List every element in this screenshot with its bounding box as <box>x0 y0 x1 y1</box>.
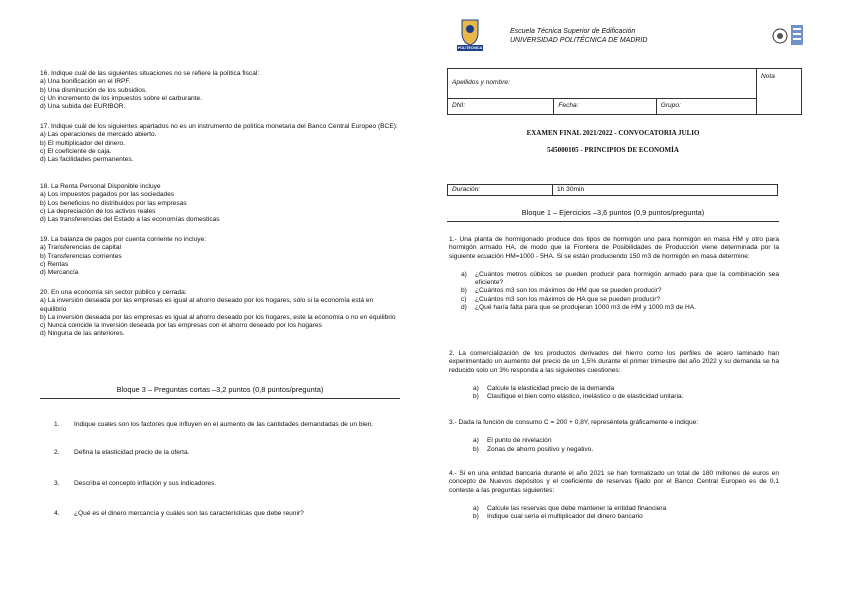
option[interactable]: d) Mercancía <box>40 269 79 277</box>
exercise-items <box>473 437 779 454</box>
etsem-logo <box>771 22 805 51</box>
item-text: El punto de nivelación <box>487 437 552 445</box>
option[interactable]: b) El multiplicador del dinero. <box>40 139 126 147</box>
item-letter: d) <box>461 304 467 312</box>
item-text: Calcule las reservas que debe mantener la entidad financiera <box>487 504 667 512</box>
dni-label: DNI: <box>452 102 466 110</box>
option[interactable]: d) Las facilidades permanentes. <box>40 156 134 164</box>
exercise-item <box>473 513 779 521</box>
exercise-2 <box>449 350 779 401</box>
item-letter: b) <box>461 287 467 295</box>
group-field[interactable] <box>656 99 756 115</box>
exercise-stem: 1.- Una planta de hormigonado produce dos tipos de hormigón uno para hormigón en masa HM y otro para hormigón armado HA, de modo que la Frontera de Posibilidades de Producción viene determinada por la siguiente ecuación HM=1000 - 5HA. Si se están produciendo 150 m3 de hormigón en masa determine: <box>449 236 779 260</box>
option[interactable]: c) El coeficiente de caja. <box>40 147 112 155</box>
exam-title: EXAMEN FINAL 2021/2022 - CONVOCATORIA JULIO <box>526 129 700 137</box>
short-question-number: 4. <box>54 509 60 517</box>
item-letter: b) <box>473 513 479 521</box>
exercise-item <box>461 304 779 312</box>
option[interactable]: d) Ninguna de las anteriores. <box>40 330 125 338</box>
building-school-logo-icon <box>771 22 805 48</box>
exercise-item <box>473 446 779 454</box>
block3-title: Bloque 3 – Preguntas cortas –3,2 puntos (0,8 puntos/pregunta) <box>116 385 324 394</box>
option[interactable]: a) Una bonificación en el IRPF. <box>40 78 131 86</box>
upm-logo-text: POLITÉCNICA <box>457 46 483 50</box>
school-name: Escuela Técnica Superior de Edificación <box>510 28 636 35</box>
university-name: UNIVERSIDAD POLITÉCNICA DE MADRID <box>510 37 648 44</box>
option[interactable]: c) Nunca coincide la inversión deseada por las empresas con el ahorro deseado por los hogares <box>40 322 322 330</box>
exercise-3 <box>449 419 779 454</box>
item-letter: a) <box>473 504 479 512</box>
duration-box <box>447 184 778 196</box>
short-question-number: 3. <box>54 479 60 487</box>
group-label: Grupo: <box>660 102 681 110</box>
item-text: Indique cual sería el multiplicador del dinero bancario <box>487 513 643 521</box>
short-questions <box>54 421 400 538</box>
option[interactable]: d) Las transferencias del Estado a las economías domesticas <box>40 216 220 224</box>
exercise-item <box>473 393 779 401</box>
option[interactable]: d) Una subida del EURIBOR. <box>40 103 126 111</box>
item-text: Calcule la elasticidad precio de la demanda <box>487 384 615 392</box>
item-letter: a) <box>473 437 479 445</box>
option[interactable]: a) La inversión deseada por las empresas es igual al ahorro deseado por los hogares, sólo si la economía está en equilibrio <box>40 297 374 313</box>
exercise-stem: 4.- Si en una entidad bancaria durante el año 2021 se han formalizado un total de 180 millones de euros en concepto de Nuevos depósitos y el coeficiente de reservas fijado por el Banco Central Europeo es de 0,1 conteste a las preguntas siguientes: <box>449 470 779 494</box>
exam-subject: 545000105 - PRINCIPIOS DE ECONOMÍA <box>547 146 679 154</box>
short-question <box>54 510 400 518</box>
item-letter: b) <box>473 445 479 453</box>
name-label: Apellidos y nombre: <box>452 79 510 87</box>
grade-label: Nota <box>761 73 775 80</box>
short-question-text: Describa el concepto inflación y sus indicadores. <box>74 479 217 487</box>
question-stem: 20. En una economía sin sector público y cerrada: <box>40 289 187 296</box>
question-18 <box>40 183 400 224</box>
exercise-4 <box>449 470 779 521</box>
short-question-text: ¿Qué es el dinero mercancía y cuáles son las características que debe reunir? <box>74 509 304 517</box>
item-letter: a) <box>473 384 479 392</box>
exercise-1 <box>449 236 779 312</box>
exercise-items <box>473 385 779 402</box>
exercise-stem: 3.- Dada la función de consumo C = 200 + 0,8Y, represéntela gráficamente e indique: <box>449 419 699 426</box>
short-question <box>54 421 400 429</box>
grade-field[interactable] <box>757 69 802 115</box>
option[interactable]: a) Transferencias de capital <box>40 244 121 252</box>
item-text: ¿Cuántos metros cúbicos se pueden producir para hormigón armado para que la combinación sea eficiente? <box>475 270 779 287</box>
item-text: Zonas de ahorro positivo y negativo. <box>487 445 594 453</box>
exercise-stem: 2. La comercialización de los productos derivados del hierro como los perfiles de acero laminado han experimentado un aumento del precio de un 1,5% durante el primer trimestre del año 2022 y su demanda se ha reducido solo un 3% responda a las siguientes cuestiones: <box>449 350 779 374</box>
date-field[interactable] <box>554 99 656 115</box>
exercise-item <box>473 437 779 445</box>
question-19 <box>40 236 400 277</box>
item-text: Clasifique el bien como elástico, inelástico o de elasticidad unitaria. <box>487 393 684 401</box>
exercise-item <box>461 287 779 295</box>
question-20 <box>40 289 400 339</box>
school-header <box>510 27 647 45</box>
exercise-item <box>461 271 779 288</box>
option[interactable]: b) Los beneficios no distribuidos por las empresas <box>40 199 187 207</box>
item-letter: b) <box>473 393 479 401</box>
question-16 <box>40 70 400 111</box>
exercise-item <box>461 296 779 304</box>
option[interactable]: c) Rentas <box>40 260 69 268</box>
item-letter: c) <box>461 295 467 303</box>
exercise-items <box>473 505 779 522</box>
short-question-text: Indique cuales son los factores que influyen en el aumento de las cantidades demandadas de un bien. <box>74 421 374 428</box>
question-stem: 16. Indique cuál de las siguientes situaciones no se refiere la política fiscal: <box>40 70 260 77</box>
option[interactable]: b) Una disminución de los subsidios. <box>40 86 148 94</box>
option[interactable]: a) Las operaciones de mercado abierto. <box>40 131 157 139</box>
option[interactable]: c) La depreciación de los activos reales <box>40 207 156 215</box>
question-17 <box>40 123 400 164</box>
option[interactable]: c) Un incremento de los impuestos sobre el carburante. <box>40 94 202 102</box>
short-question-number: 1. <box>54 421 60 428</box>
duration-label: Duración: <box>448 185 553 196</box>
block1-title: Bloque 1 – Ejercicios –3,6 puntos (0,9 puntos/pregunta) <box>521 208 705 217</box>
duration-value: 1h 30min <box>553 185 778 196</box>
date-label: Fecha: <box>558 102 579 110</box>
question-stem: 18. La Renta Personal Disponible incluye <box>40 183 161 190</box>
short-question-text: Defina la elasticidad precio de la oferta. <box>74 449 190 457</box>
block1-divider <box>447 221 779 222</box>
student-id-box <box>447 68 802 115</box>
item-text: ¿Cuántos m3 son los máximos de HA que se pueden producir? <box>475 295 661 303</box>
option[interactable]: b) Transferencias corrientes <box>40 252 122 260</box>
exercise-items <box>461 271 779 312</box>
upm-logo <box>457 18 483 55</box>
item-text: ¿Cuántos m3 son los máximos de HM que se pueden producir? <box>475 287 662 295</box>
item-text: ¿Qué haría falta para que se produjeran 1000 m3 de HM y 1000 m3 de HA. <box>475 304 697 312</box>
short-question <box>54 480 400 488</box>
option[interactable]: a) Los impuestos pagados por las sociedades <box>40 191 175 199</box>
exercise-item <box>473 385 779 393</box>
short-question <box>54 449 400 457</box>
short-question-number: 2. <box>54 449 60 457</box>
item-letter: a) <box>461 270 467 278</box>
option[interactable]: b) La inversión deseada por las empresas es igual al ahorro deseado por los hogares, este la economía o no en equilibrio <box>40 313 396 321</box>
exercise-item <box>473 505 779 513</box>
question-stem: 17. Indique cuál de los siguientes apartados no es un instrumento de política monetaria del Banco Central Europeo (BCE): <box>40 123 398 130</box>
block3-divider <box>40 398 400 399</box>
name-field[interactable] <box>448 69 757 99</box>
dni-field[interactable] <box>448 99 554 115</box>
question-stem: 19. La balanza de pagos por cuenta corriente no incluye: <box>40 236 207 243</box>
